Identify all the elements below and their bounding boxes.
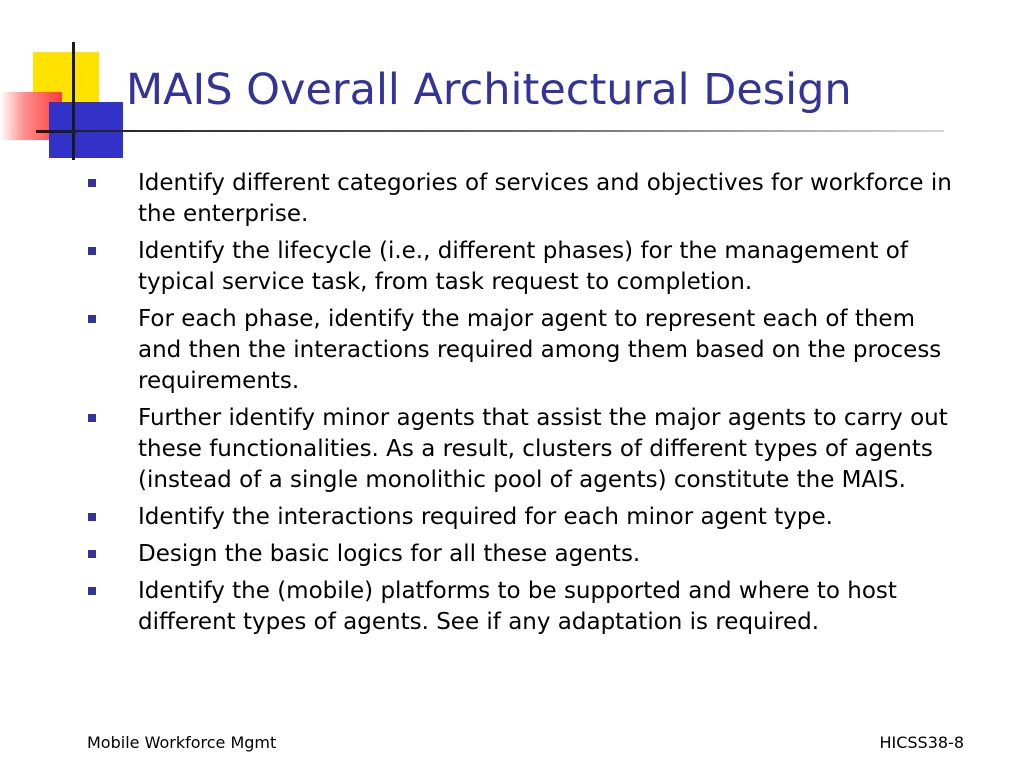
square-bullet-icon xyxy=(88,247,96,255)
square-bullet-icon xyxy=(88,414,96,422)
list-item xyxy=(88,403,958,496)
title-underline xyxy=(36,130,944,132)
square-bullet-icon xyxy=(88,587,96,595)
list-item xyxy=(88,304,958,397)
bullet-text: Further identify minor agents that assist the major agents to carry out these functionalities. As a result, clusters of different types of agents (instead of a single monolithic pool of agents) constitute the MAIS. xyxy=(138,405,948,493)
corner-logo-decoration xyxy=(0,0,130,170)
square-bullet-icon xyxy=(88,179,96,187)
bullet-text: Identify the interactions required for each minor agent type. xyxy=(138,504,833,530)
square-bullet-icon xyxy=(88,513,96,521)
square-bullet-icon xyxy=(88,315,96,323)
slide-number: HICSS38-8 xyxy=(879,733,964,752)
list-item xyxy=(88,168,958,230)
bullet-text: Identify the (mobile) platforms to be supported and where to host different types of agents. See if any adaptation is required. xyxy=(138,578,897,635)
square-bullet-icon xyxy=(88,550,96,558)
list-item xyxy=(88,236,958,298)
list-item xyxy=(88,502,958,533)
bullet-text: Design the basic logics for all these agents. xyxy=(138,541,641,567)
list-item xyxy=(88,539,958,570)
vertical-line-decoration xyxy=(72,42,75,160)
footer-title: Mobile Workforce Mgmt xyxy=(87,733,277,752)
list-item xyxy=(88,576,958,638)
slide-title: MAIS Overall Architectural Design xyxy=(126,65,852,115)
bullet-text: Identify different categories of services and objectives for workforce in the enterprise. xyxy=(138,170,952,227)
bullet-text: Identify the lifecycle (i.e., different phases) for the management of typical service task, from task request to completion. xyxy=(138,238,908,295)
bullet-text: For each phase, identify the major agent to represent each of them and then the interactions required among them based on the process requirements. xyxy=(138,306,942,394)
bullet-list xyxy=(88,168,958,644)
